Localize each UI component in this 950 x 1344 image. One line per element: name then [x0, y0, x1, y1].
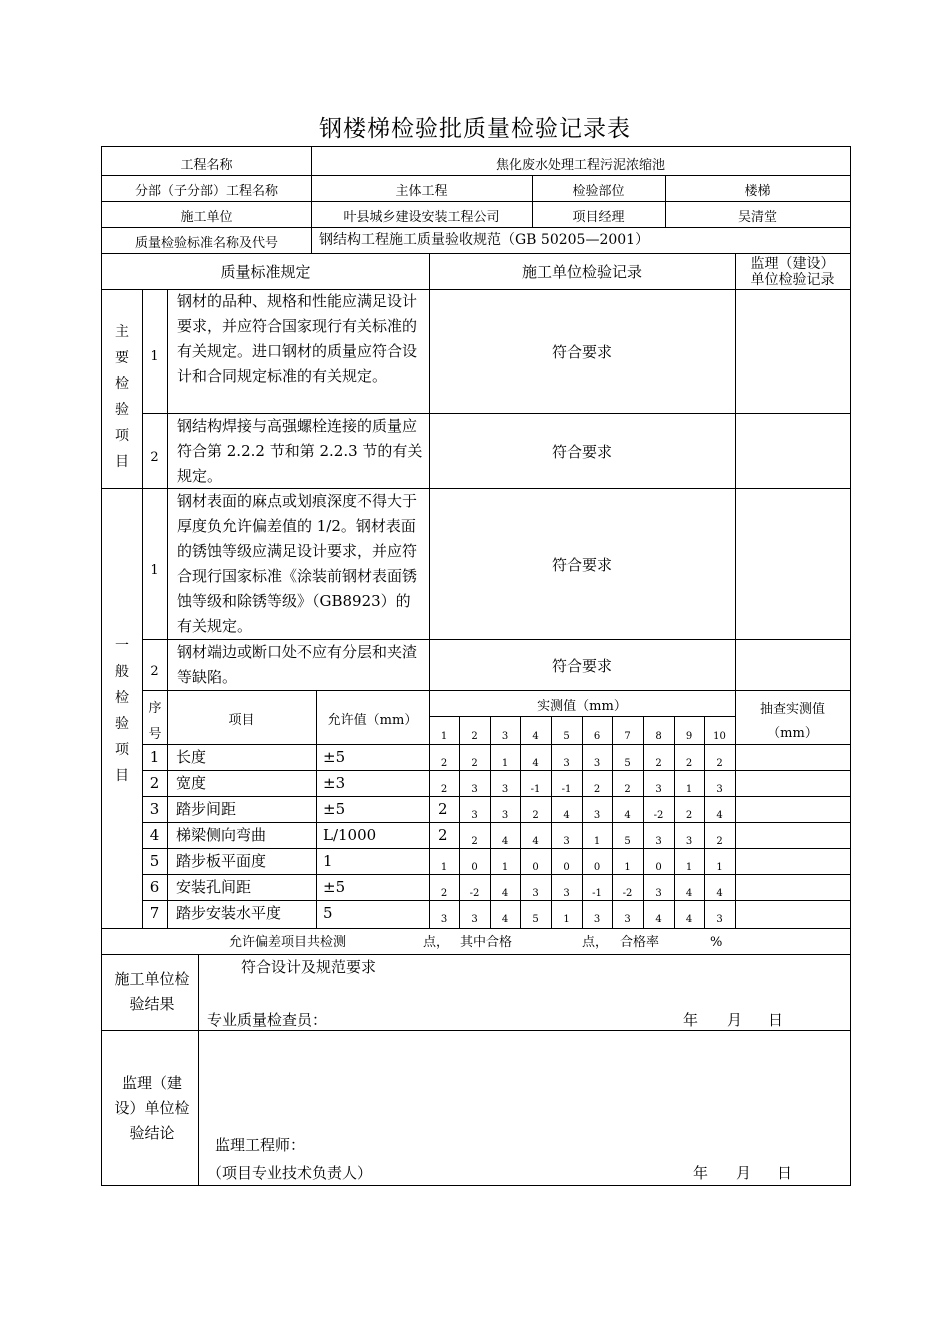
measure-row-allow: ±5	[323, 748, 346, 766]
project-manager-value: 吴清堂	[737, 210, 777, 225]
rule	[142, 848, 850, 849]
measured-value: 2	[440, 888, 448, 899]
measured-value: 3	[532, 888, 539, 899]
measured-value: 2	[716, 836, 723, 847]
tech-lead-label: （项目专业技术负责人）	[207, 1164, 373, 1182]
supervisor-day: 日	[777, 1164, 793, 1182]
supervisor-result-label: 监理（建设）单位检验结论	[114, 1074, 190, 1142]
inspection-part-value: 楼梯	[744, 184, 771, 199]
measured-value: 3	[655, 888, 662, 899]
measured-value: 5	[624, 836, 631, 847]
rule	[198, 954, 199, 1186]
item-heading: 项目	[228, 713, 255, 728]
rule	[142, 770, 850, 771]
general-items-group-label: 一般检验项目	[115, 638, 129, 784]
measure-row-item: 长度	[176, 748, 207, 766]
measured-value: 3	[501, 784, 509, 795]
main-item-2-text: 钢结构焊接与高强螺栓连接的质量应符合第 2.2.2 节和第 2.2.3 节的有关规定。	[177, 417, 423, 485]
measured-value: 4	[685, 914, 693, 925]
measured-col-10: 10	[713, 731, 726, 742]
measured-value: 2	[440, 758, 448, 769]
summary-points-1: 点，	[423, 935, 450, 950]
summary-points-2: 点，	[582, 935, 609, 950]
measured-value: 2	[440, 784, 448, 795]
measured-value: -1	[530, 784, 541, 795]
contractor-result-label: 施工单位检验结果	[114, 970, 190, 1013]
measured-value: 4	[501, 836, 509, 847]
main-item-2-no: 2	[150, 450, 159, 465]
measured-value: 3	[593, 914, 601, 925]
measure-row-item: 踏步板平面度	[176, 852, 267, 870]
measured-value: 1	[501, 758, 509, 769]
measured-value: 4	[655, 914, 662, 925]
measured-value: 4	[501, 888, 509, 899]
measured-value: 4	[624, 810, 631, 821]
measured-value: 3	[624, 914, 631, 925]
measure-row-item: 安装孔间距	[176, 878, 252, 896]
measured-value: 3	[440, 914, 448, 925]
rule	[102, 175, 850, 176]
measured-value: 0	[471, 862, 478, 873]
rule	[735, 253, 736, 928]
contractor-month: 月	[727, 1011, 743, 1029]
measured-value: -2	[622, 888, 633, 899]
measured-value: -2	[653, 810, 664, 821]
measured-value: 3	[716, 784, 723, 795]
summary-percent: %	[710, 935, 723, 950]
general-item-1-text: 钢材表面的麻点或划痕深度不得大于厚度负允许偏差值的 1/2。钢材表面的锈蚀等级应满足设计要求，并应符合现行国家标准《涂装前钢材表面锈蚀等级和除锈等级》（GB8923）的有关规定。	[177, 492, 418, 635]
rule	[142, 822, 850, 823]
measured-value: 3	[593, 810, 601, 821]
measure-row-item: 踏步安装水平度	[176, 904, 282, 922]
rule	[142, 900, 850, 901]
general-item-2-record: 符合要求	[551, 657, 612, 675]
supervisor-heading-line2: 单位检验记录	[750, 272, 835, 288]
general-item-2-no: 2	[150, 664, 159, 679]
measured-value: 2	[655, 758, 662, 769]
measured-col-4: 4	[532, 731, 539, 742]
measured-value: 5	[624, 758, 631, 769]
measure-row-no: 1	[149, 748, 160, 766]
rule	[142, 690, 850, 691]
rule	[142, 796, 850, 797]
quality-standard-heading: 质量标准规定	[220, 263, 311, 281]
standard-value: 钢结构工程施工质量验收规范（GB 50205—2001）	[319, 232, 650, 248]
measured-value: 3	[471, 914, 478, 925]
measured-col-3: 3	[501, 731, 509, 742]
measured-value: 3	[471, 810, 478, 821]
contractor-day: 日	[768, 1011, 784, 1029]
measured-col-9: 9	[685, 731, 693, 742]
general-item-1-record: 符合要求	[551, 556, 612, 574]
measured-value: 1	[716, 862, 723, 873]
summary-qualified-label: 其中合格	[460, 935, 513, 950]
measure-row-no: 5	[149, 852, 160, 870]
measure-row-item: 宽度	[176, 774, 207, 792]
measured-value: 2	[685, 810, 693, 821]
measured-value: 1	[501, 862, 509, 873]
measured-value: 1	[563, 914, 570, 925]
subproject-label: 分部（子分部）工程名称	[134, 184, 278, 199]
project-name-value: 焦化废水处理工程污泥浓缩池	[495, 158, 665, 173]
contractor-year: 年	[683, 1011, 699, 1029]
measured-value: 4	[716, 810, 723, 821]
measure-row-allow: 1	[323, 852, 333, 870]
measured-value: 0	[593, 862, 601, 873]
measure-row-allow: L/1000	[323, 826, 377, 844]
project-manager-label: 项目经理	[572, 210, 625, 225]
main-item-1-no: 1	[150, 349, 159, 364]
measure-row-extra-value: 2	[438, 826, 448, 844]
measure-row-item: 梯梁侧向弯曲	[176, 826, 267, 844]
measured-value: 2	[471, 758, 478, 769]
measured-value: 3	[563, 836, 570, 847]
measured-value: 3	[471, 784, 478, 795]
measured-value: 3	[716, 914, 723, 925]
quality-inspector-label: 专业质量检查员：	[207, 1011, 328, 1029]
measured-value: 3	[563, 888, 570, 899]
measured-value: 4	[563, 810, 570, 821]
measured-value: 2	[685, 758, 693, 769]
rule	[102, 928, 850, 929]
measure-row-allow: ±3	[323, 774, 346, 792]
measured-value: 3	[655, 784, 662, 795]
rule	[102, 201, 850, 202]
subproject-value: 主体工程	[395, 184, 448, 199]
measured-value: 2	[624, 784, 631, 795]
measure-row-allow: ±5	[323, 800, 346, 818]
measured-value: 4	[532, 758, 539, 769]
contractor-record-heading: 施工单位检验记录	[521, 263, 642, 281]
measured-value: 3	[501, 810, 509, 821]
rule	[102, 227, 850, 228]
measured-value: 4	[685, 888, 693, 899]
measured-col-6: 6	[593, 731, 601, 742]
contractor-result-text: 符合设计及规范要求	[241, 958, 377, 976]
page-title: 钢楼梯检验批质量检验记录表	[319, 116, 631, 142]
general-item-2-text: 钢材端边或断口处不应有分层和夹渣等缺陷。	[177, 643, 418, 686]
measured-col-2: 2	[471, 731, 478, 742]
measured-value: 0	[532, 862, 539, 873]
allow-heading: 允许值（mm）	[327, 713, 418, 728]
rule	[142, 744, 850, 745]
measured-value: 3	[563, 758, 570, 769]
supervising-engineer-label: 监理工程师：	[215, 1136, 306, 1154]
measured-value: 3	[593, 758, 601, 769]
measured-col-5: 5	[563, 731, 570, 742]
measured-value: 3	[655, 836, 662, 847]
supervisor-heading-line1: 监理（建设）	[750, 256, 835, 272]
measured-value: 1	[685, 862, 693, 873]
measured-value: 3	[685, 836, 693, 847]
rule	[102, 954, 850, 955]
project-name-label: 工程名称	[180, 158, 233, 173]
measured-value: 0	[563, 862, 570, 873]
measured-value: -1	[592, 888, 602, 899]
main-item-2-record: 符合要求	[551, 443, 612, 461]
rule	[167, 289, 168, 928]
measured-col-1: 1	[440, 731, 448, 742]
seq-heading: 序号	[148, 701, 162, 742]
measure-row-extra-value: 2	[438, 800, 448, 818]
supervisor-month: 月	[736, 1164, 752, 1182]
general-item-1-no: 1	[150, 563, 159, 578]
measure-row-allow: 5	[323, 904, 333, 922]
summary-rate-label: 合格率	[620, 935, 660, 950]
main-item-1-record: 符合要求	[551, 343, 612, 361]
measured-value: 2	[716, 758, 723, 769]
measured-value: 0	[655, 862, 662, 873]
measured-heading: 实测值（mm）	[537, 699, 627, 714]
measured-value: -2	[469, 888, 480, 899]
inspection-record-table	[101, 146, 851, 1186]
measured-value: -1	[561, 784, 572, 795]
inspection-part-label: 检验部位	[572, 184, 625, 199]
rule	[142, 874, 850, 875]
rule	[102, 1030, 850, 1031]
measure-row-no: 4	[149, 826, 160, 844]
contractor-label: 施工单位	[180, 210, 233, 225]
measured-value: 2	[593, 784, 601, 795]
supervisor-year: 年	[693, 1164, 709, 1182]
contractor-value: 叶县城乡建设安装工程公司	[343, 210, 500, 225]
measured-value: 4	[501, 914, 509, 925]
measured-value: 4	[532, 836, 539, 847]
measured-value: 5	[532, 914, 539, 925]
spot-heading: 抽查实测值	[759, 702, 825, 717]
measured-value: 2	[471, 836, 478, 847]
measured-col-8: 8	[655, 731, 662, 742]
summary-total-label: 允许偏差项目共检测	[229, 935, 347, 950]
measured-value: 1	[593, 836, 601, 847]
rule	[102, 253, 850, 254]
measure-row-item: 踏步间距	[176, 800, 237, 818]
measure-row-no: 7	[149, 904, 160, 922]
main-items-group-label: 主要检验项目	[115, 324, 129, 470]
measure-row-no: 6	[149, 878, 160, 896]
measure-row-no: 2	[149, 774, 160, 792]
measured-value: 4	[716, 888, 723, 899]
measure-row-no: 3	[149, 800, 160, 818]
measured-value: 2	[532, 810, 539, 821]
measured-col-7: 7	[624, 731, 631, 742]
measured-value: 1	[624, 862, 631, 873]
measure-row-allow: ±5	[323, 878, 346, 896]
standard-label: 质量检验标准名称及代号	[134, 236, 278, 251]
spot-unit: （mm）	[767, 726, 818, 741]
main-item-1-text: 钢材的品种、规格和性能应满足设计要求，并应符合国家现行有关标准的有关规定。进口钢材的质量应符合设计和合同规定标准的有关规定。	[177, 292, 418, 385]
measured-value: 1	[685, 784, 693, 795]
measured-value: 1	[440, 862, 448, 873]
